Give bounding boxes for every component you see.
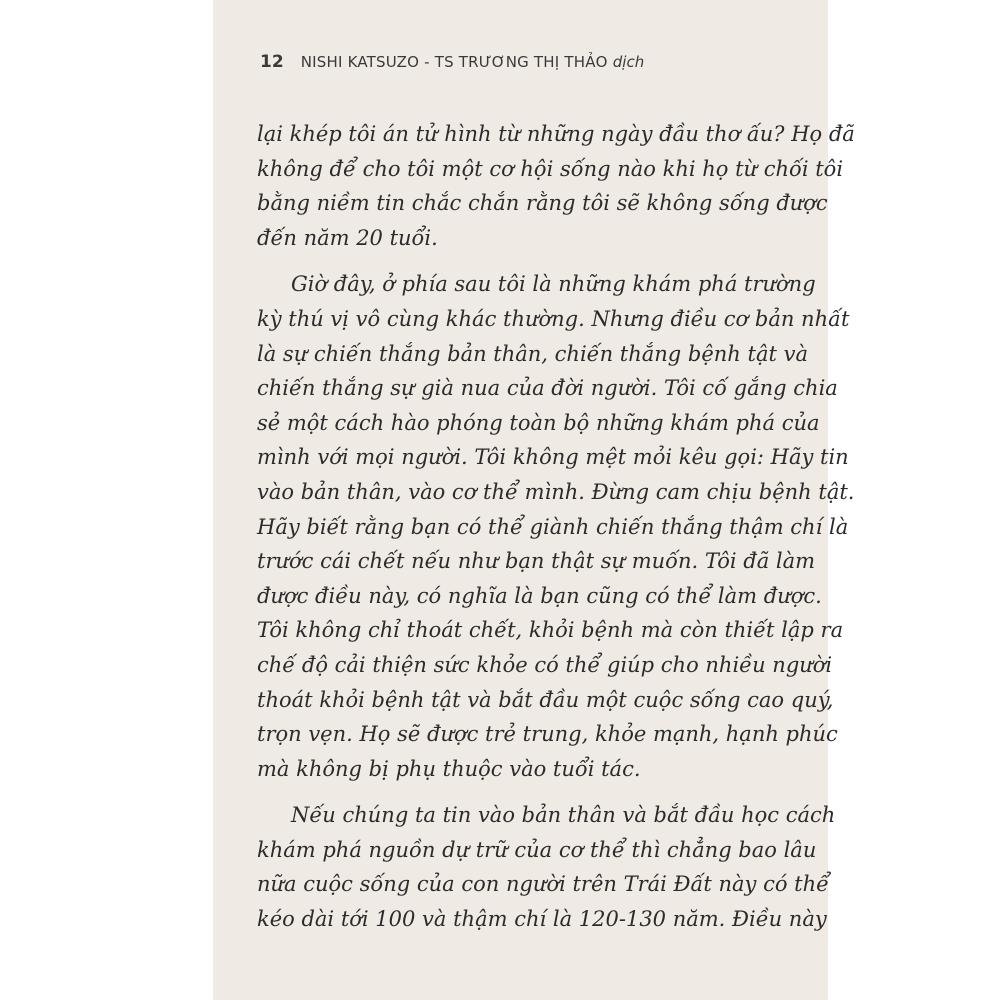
text-line: mình với mọi người. Tôi không mệt mỏi kêu gọi: Hãy tin xyxy=(257,445,849,470)
text-line: không để cho tôi một cơ hội sống nào khi họ từ chối tôi xyxy=(257,156,844,181)
running-head: NISHI KATSUZO - TS TRƯƠNG THỊ THẢO xyxy=(300,53,608,71)
text-line: Tôi không chỉ thoát chết, khỏi bệnh mà còn thiết lập ra xyxy=(257,618,844,643)
paragraph-1 xyxy=(257,117,855,255)
text-line: sẻ một cách hào phóng toàn bộ những khám phá của xyxy=(257,410,820,435)
body-text xyxy=(257,117,855,949)
text-line: đến năm 20 tuổi. xyxy=(257,225,438,250)
text-line: được điều này, có nghĩa là bạn cũng có thể làm được. xyxy=(257,583,822,608)
page-number: 12 xyxy=(260,52,284,72)
text-line: mà không bị phụ thuộc vào tuổi tác. xyxy=(257,756,641,781)
text-line: trước cái chết nếu như bạn thật sự muốn. Tôi đã làm xyxy=(257,549,816,574)
text-line: Hãy biết rằng bạn có thể giành chiến thắng thậm chí là xyxy=(257,514,849,539)
text-line: chế độ cải thiện sức khỏe có thể giúp cho nhiều người xyxy=(257,652,833,677)
text-line: thoát khỏi bệnh tật và bắt đầu một cuộc sống cao quý, xyxy=(257,687,834,712)
text-line: Nếu chúng ta tin vào bản thân và bắt đầu học cách xyxy=(291,803,836,828)
text-line: lại khép tôi án tử hình từ những ngày đầu thơ ấu? Họ đã xyxy=(257,122,855,146)
text-line: khám phá nguồn dự trữ của cơ thể thì chẳng bao lâu xyxy=(257,837,817,862)
text-line: kỳ thú vị vô cùng khác thường. Nhưng điều cơ bản nhất xyxy=(257,306,850,331)
running-head-translator: dịch xyxy=(612,53,645,71)
paragraph-2 xyxy=(257,267,855,786)
text-line: nữa cuộc sống của con người trên Trái Đất này có thể xyxy=(257,872,830,897)
text-line: trọn vẹn. Họ sẽ được trẻ trung, khỏe mạnh, hạnh phúc xyxy=(257,722,838,747)
page-header xyxy=(260,52,644,72)
text-line: chiến thắng sự già nua của đời người. Tôi cố gắng chia xyxy=(257,376,838,401)
text-line: vào bản thân, vào cơ thể mình. Đừng cam chịu bệnh tật. xyxy=(257,479,855,504)
text-line: là sự chiến thắng bản thân, chiến thắng bệnh tật và xyxy=(257,341,808,366)
book-page xyxy=(213,0,855,1000)
text-line: bằng niềm tin chắc chắn rằng tôi sẽ không sống được xyxy=(257,191,828,216)
text-line: kéo dài tới 100 và thậm chí là 120-130 năm. Điều này xyxy=(257,907,827,932)
paragraph-3 xyxy=(257,798,836,936)
text-line: Giờ đây, ở phía sau tôi là những khám phá trường xyxy=(291,272,816,297)
